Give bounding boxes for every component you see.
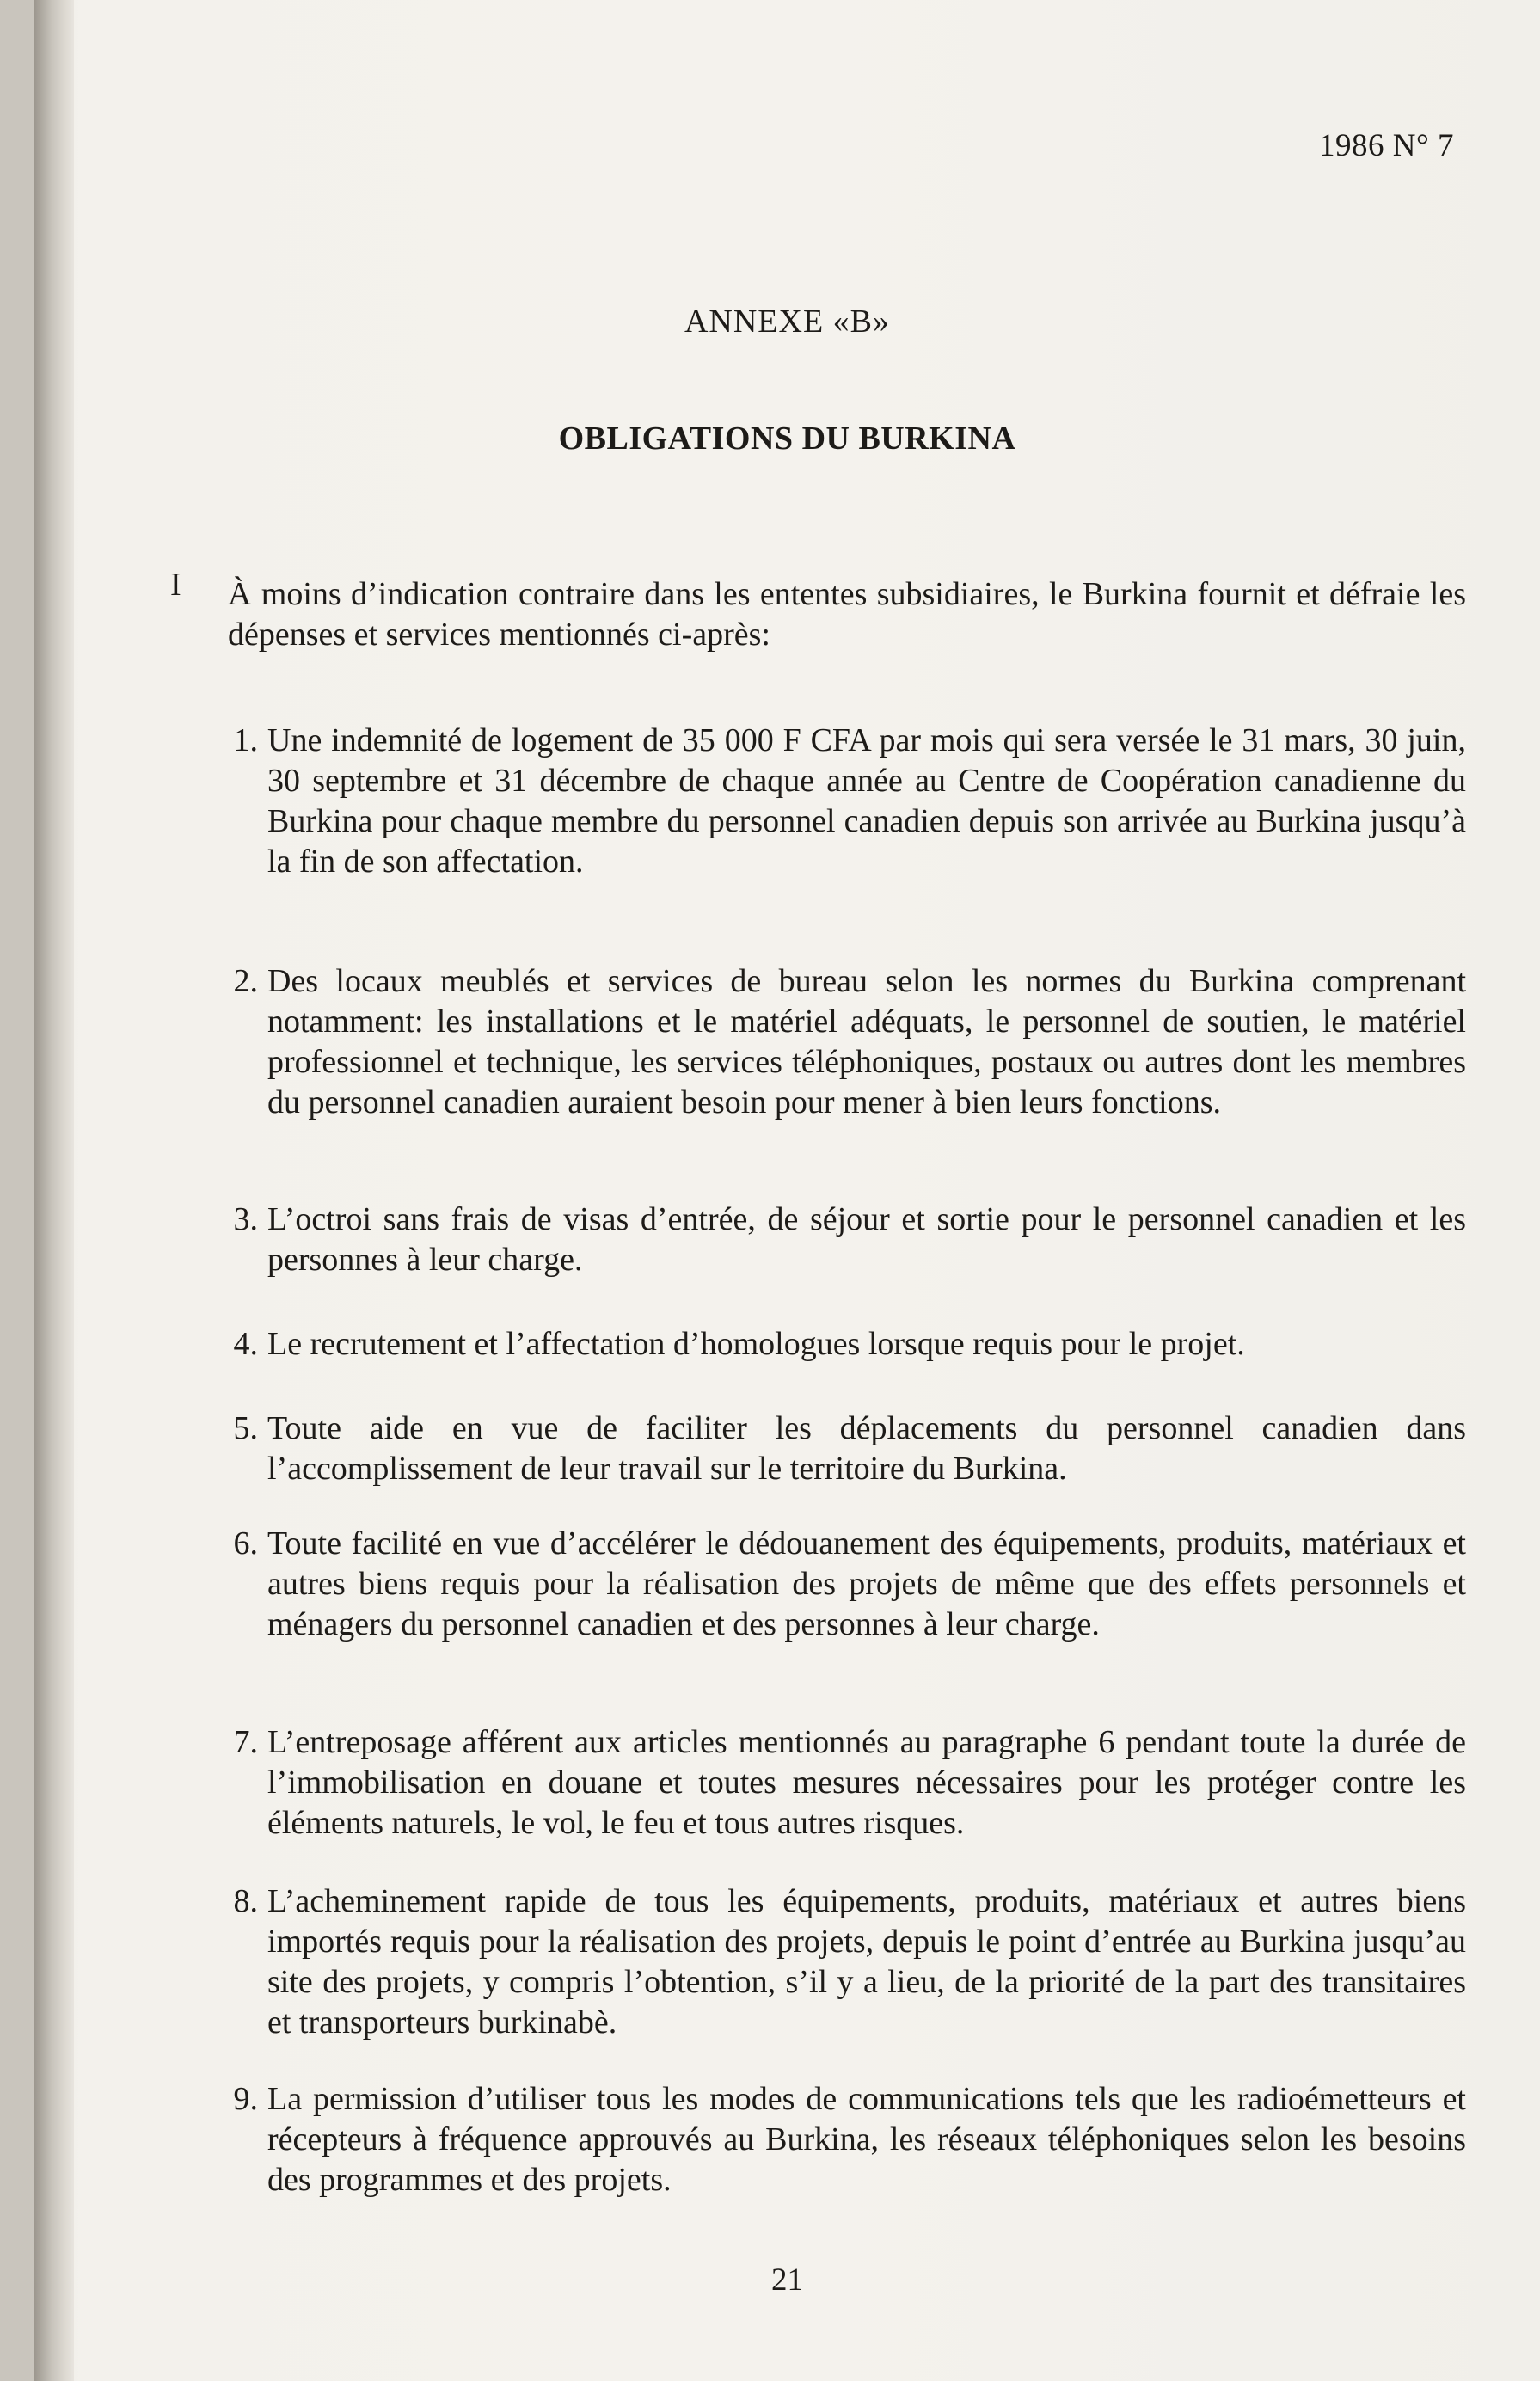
- list-item-number: 8.: [233, 1883, 258, 1919]
- intro-paragraph: À moins d’indication contraire dans les ententes subsidiaires, le Burkina fournit et défraie les dépenses et services mentionnés ci-après:: [228, 576, 1466, 653]
- list-item: [211, 1324, 1466, 1365]
- annex-title: ANNEXE «B»: [684, 304, 891, 340]
- page-gutter-shadow: [34, 0, 74, 2381]
- list-item: [211, 721, 1466, 882]
- list-item-number: 3.: [233, 1201, 258, 1237]
- list-item: [211, 1722, 1466, 1844]
- list-item: [211, 2079, 1466, 2200]
- list-item-text: L’acheminement rapide de tous les équipements, produits, matériaux et autres biens importés requis pour la réalisation des projets, depuis le point d’entrée au Burkina jusqu’au site des projets, y compris l’obtention, s’il y a lieu, de la priorité de la part des transitaires et transporteurs burkinabè.: [267, 1883, 1466, 2040]
- list-item-text: La permission d’utiliser tous les modes de communications tels que les radioémetteurs et récepteurs à fréquence approuvés au Burkina, les réseaux téléphoniques selon les besoins des programmes et des projets.: [267, 2081, 1466, 2198]
- list-item-text: Le recrutement et l’affectation d’homologues lorsque requis pour le projet.: [267, 1326, 1245, 1362]
- list-item: [211, 1408, 1466, 1489]
- document-reference: 1986 N° 7: [1318, 128, 1454, 163]
- list-item-text: L’octroi sans frais de visas d’entrée, de séjour et sortie pour le personnel canadien et les personnes à leur charge.: [267, 1201, 1466, 1278]
- document-page: [34, 0, 1540, 2381]
- list-item-number: 7.: [233, 1724, 258, 1760]
- list-item-text: Des locaux meublés et services de bureau selon les normes du Burkina comprenant notamment: les installations et le matériel adéquats, le personnel de soutien, le matériel professionnel et technique, les services téléphoniques, postaux ou autres dont les membres du personnel canadien auraient besoin pour mener à bien leurs fonctions.: [267, 963, 1466, 1120]
- list-item: [211, 1881, 1466, 2043]
- list-item-number: 9.: [233, 2081, 258, 2117]
- list-item-text: Une indemnité de logement de 35 000 F CFA par mois qui sera versée le 31 mars, 30 juin, 30 septembre et 31 décembre de chaque année au Centre de Coopération canadienne du Burkina pour chaque membre du personnel canadien depuis son arrivée au Burkina jusqu’à la fin de son affectation.: [267, 722, 1466, 880]
- list-item-number: 6.: [233, 1525, 258, 1562]
- section-title: OBLIGATIONS DU BURKINA: [558, 420, 1016, 457]
- list-item-text: Toute aide en vue de faciliter les déplacements du personnel canadien dans l’accomplissement de leur travail sur le territoire du Burkina.: [267, 1410, 1466, 1487]
- list-item: [211, 961, 1466, 1123]
- list-item-text: L’entreposage afférent aux articles mentionnés au paragraphe 6 pendant toute la durée de l’immobilisation en douane et toutes mesures nécessaires pour les protéger contre les éléments naturels, le vol, le feu et tous autres risques.: [267, 1724, 1466, 1841]
- list-item-number: 2.: [233, 963, 258, 999]
- intro-number: I: [170, 567, 181, 603]
- list-item-number: 4.: [233, 1326, 258, 1362]
- list-item-number: 5.: [233, 1410, 258, 1446]
- list-item-text: Toute facilité en vue d’accélérer le dédouanement des équipements, produits, matériaux et autres biens requis pour la réalisation des projets de même que des effets personnels et ménagers du personnel canadien et des personnes à leur charge.: [267, 1525, 1466, 1642]
- list-item: [211, 1524, 1466, 1645]
- list-item: [211, 1200, 1466, 1280]
- page-number: 21: [771, 2262, 803, 2298]
- list-item-number: 1.: [233, 722, 258, 758]
